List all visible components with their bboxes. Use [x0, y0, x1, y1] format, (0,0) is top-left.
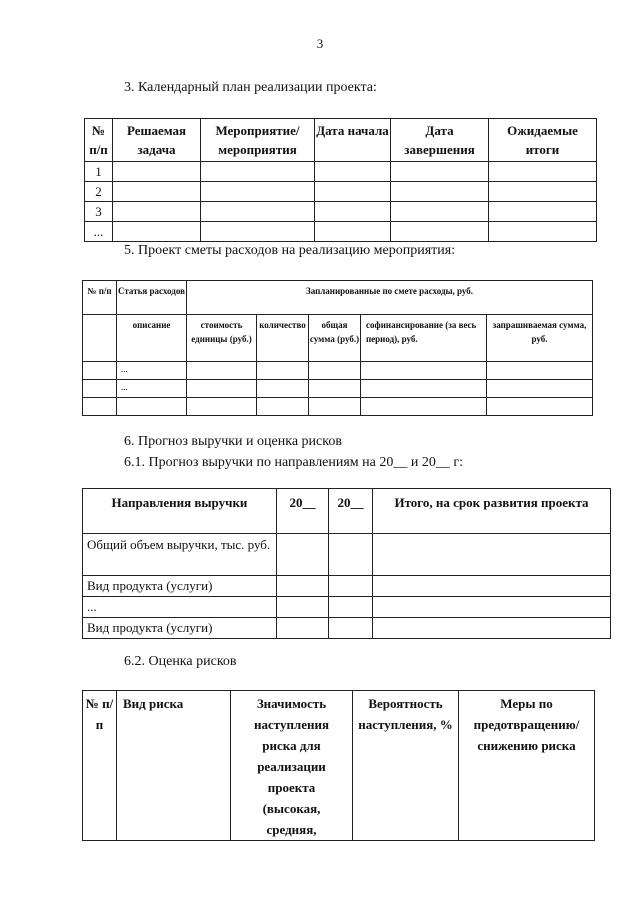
header-cell: Мероприятие/ мероприятия	[201, 119, 315, 162]
table-row	[83, 380, 593, 398]
revenue-table	[82, 488, 611, 639]
cell: ...	[117, 362, 187, 380]
table-header-row	[83, 281, 593, 315]
subheader-cell: стоимость единицы (руб.)	[187, 315, 257, 362]
header-cell: Ожидаемые итоги	[489, 119, 597, 162]
table-row	[83, 597, 611, 618]
header-cell: Вероятность наступления, %	[353, 691, 459, 841]
risk-table	[82, 690, 595, 841]
table-row	[83, 398, 593, 416]
header-cell: Меры по предотвращению/ снижению риска	[459, 691, 595, 841]
row-label: ...	[83, 597, 277, 618]
row-number: 2	[85, 182, 113, 202]
page-number: 3	[316, 36, 324, 51]
table-header-row	[85, 119, 597, 162]
header-cell: 20__	[277, 489, 329, 534]
header-cell: Направления выручки	[83, 489, 277, 534]
header-cell: № п/п	[83, 281, 117, 315]
table-row	[83, 618, 611, 639]
header-cell: Дата начала	[315, 119, 391, 162]
table-row	[85, 182, 597, 202]
table-row	[83, 362, 593, 380]
header-cell: Вид риска	[117, 691, 231, 841]
row-number: 3	[85, 202, 113, 222]
table-header-row	[83, 489, 611, 534]
section-6-heading: 6. Прогноз выручки и оценка рисков	[124, 434, 342, 449]
subheader-cell: общая сумма (руб.)	[309, 315, 361, 362]
row-label: Общий объем выручки, тыс. руб.	[83, 534, 277, 576]
header-cell: № п/п	[85, 119, 113, 162]
section-6-2-heading: 6.2. Оценка рисков	[124, 654, 237, 669]
header-cell: Дата завершения	[391, 119, 489, 162]
subheader-cell: запрашиваемая сумма, руб.	[487, 315, 593, 362]
row-number: 1	[85, 162, 113, 182]
table-subheader-row	[83, 315, 593, 362]
row-number: ...	[85, 222, 113, 242]
table-row	[83, 576, 611, 597]
header-cell: Статья расходов	[117, 281, 187, 315]
cell	[117, 398, 187, 416]
row-label: Вид продукта (услуги)	[83, 576, 277, 597]
section-5-heading: 5. Проект сметы расходов на реализацию мероприятия:	[124, 243, 456, 258]
header-cell: Итого, на срок развития проекта	[373, 489, 611, 534]
subheader-cell: описание	[117, 315, 187, 362]
header-cell: Запланированные по смете расходы, руб.	[187, 281, 593, 315]
header-cell: № п/п	[83, 691, 117, 841]
table-row	[85, 162, 597, 182]
cell: ...	[117, 380, 187, 398]
table-row	[83, 534, 611, 576]
header-cell: Решаемая задача	[113, 119, 201, 162]
budget-table	[82, 280, 593, 416]
table-header-row	[83, 691, 595, 841]
calendar-plan-table	[84, 118, 597, 242]
subheader-cell: софинансирование (за весь период), руб.	[361, 315, 487, 362]
header-cell: 20__	[329, 489, 373, 534]
table-row	[85, 222, 597, 242]
section-6-1-heading: 6.1. Прогноз выручки по направлениям на 20__ и 20__ г:	[124, 455, 464, 470]
subheader-cell: количество	[257, 315, 309, 362]
row-label: Вид продукта (услуги)	[83, 618, 277, 639]
table-row	[85, 202, 597, 222]
header-cell: Значимость наступления риска для реализации проекта (высокая, средняя,	[231, 691, 353, 841]
section-3-heading: 3. Календарный план реализации проекта:	[124, 80, 377, 95]
